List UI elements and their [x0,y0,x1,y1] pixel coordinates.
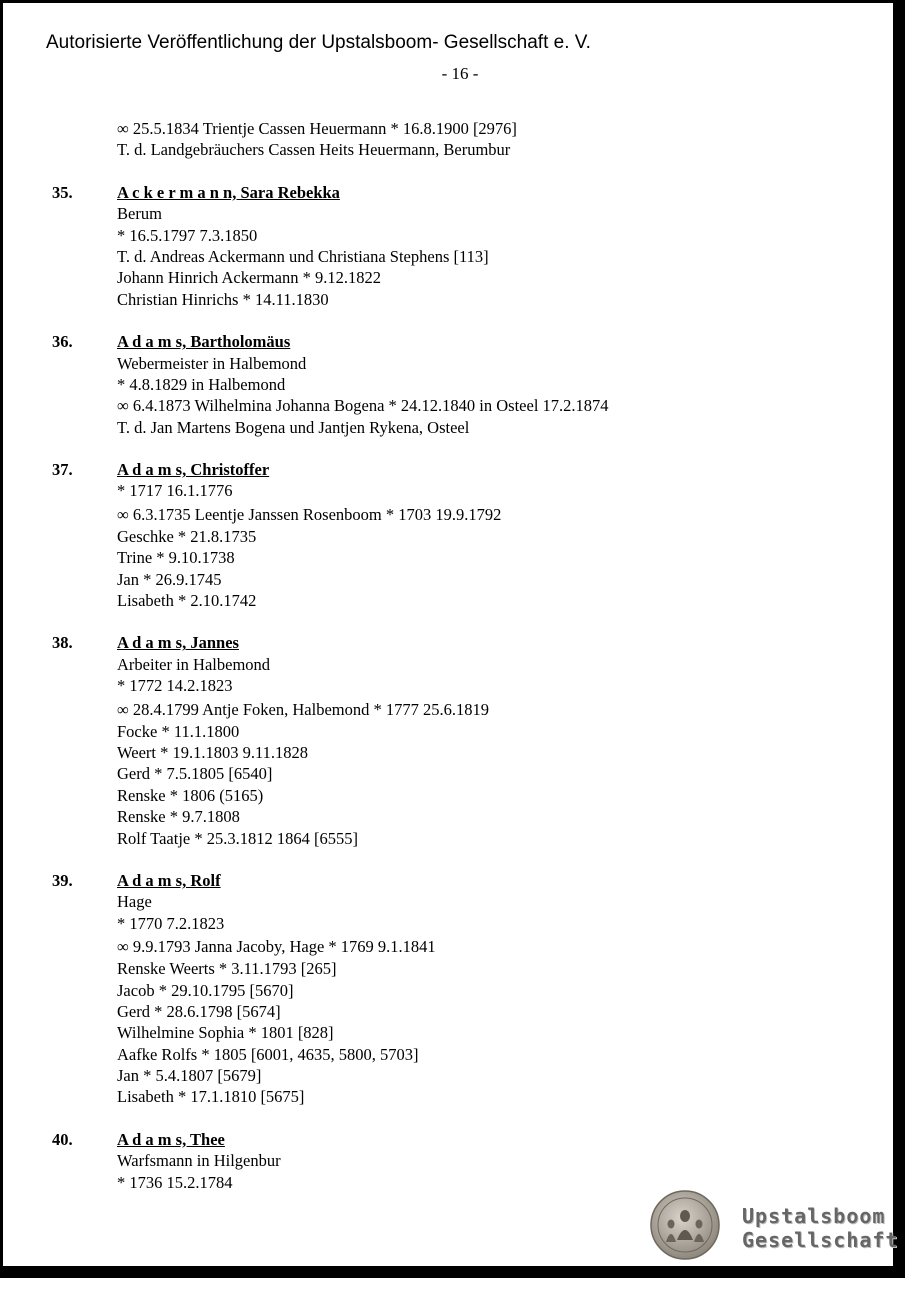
entry-number: 39. [52,870,73,890]
entry-number: 36. [52,332,73,352]
genealogy-content [0,118,900,1193]
entry-line: Johann Hinrich Ackermann * 9.12.1822 [117,268,381,288]
entry-number: 35. [52,182,73,202]
entry-name: A d a m s, Christoffer [117,460,270,480]
entry-39 [0,870,900,1108]
entry-line: Renske Weerts * 3.11.1793 [265] [117,959,337,979]
entry-name: A d a m s, Bartholomäus [117,332,291,352]
entry-line: Focke * 11.1.1800 [117,721,240,741]
entry-line: Jacob * 29.10.1795 [5670] [117,980,294,1000]
entry-line: Lisabeth * 2.10.1742 [117,591,257,611]
entry-line: ∞ 28.4.1799 Antje Foken, Halbemond * 1777 25.6.1819 [117,699,489,719]
entry-number: 37. [52,460,73,480]
entry-name: A d a m s, Jannes [117,633,239,653]
entry-number: 38. [52,633,73,653]
entry-line: Rolf Taatje * 25.3.1812 1864 [6555] [117,828,358,848]
entry-name: A c k e r m a n n, Sara Rebekka [117,182,340,202]
entry-line: ∞ 6.3.1735 Leentje Janssen Rosenboom * 1703 19.9.1792 [117,504,502,524]
entry-line: * 1770 7.2.1823 [117,913,225,933]
entry-line: Christian Hinrichs * 14.11.1830 [117,289,329,309]
entry-line: Hage [117,892,152,912]
entry-line: * 1736 15.2.1784 [117,1172,233,1192]
entry-line: Aafke Rolfs * 1805 [6001, 4635, 5800, 5703] [117,1044,419,1064]
entry-38 [0,632,900,849]
page-number: - 16 - [441,64,479,83]
entry-line: Weert * 19.1.1803 9.11.1828 [117,742,308,762]
logo-line-1: Upstalsboom [742,1204,886,1228]
entry-line: * 1772 14.2.1823 [117,676,233,696]
continuation-line: ∞ 25.5.1834 Trientje Cassen Heuermann * 16.8.1900 [2976] [117,119,517,138]
entry-name: A d a m s, Thee [117,1129,225,1149]
entry-35 [0,182,900,310]
entry-line: Berum [117,204,162,224]
entry-line: Renske * 1806 (5165) [117,785,264,805]
entry-line: Renske * 9.7.1808 [117,807,240,827]
entry-37 [0,459,900,611]
entry-line: * 1717 16.1.1776 [117,481,233,501]
entry-36 [0,331,900,438]
entry-line: ∞ 6.4.1873 Wilhelmina Johanna Bogena * 24.12.1840 in Osteel 17.2.1874 [117,396,609,416]
entry-name: A d a m s, Rolf [117,870,221,890]
entry-40 [0,1129,900,1193]
seal-icon [650,1190,720,1260]
entry-line: Trine * 9.10.1738 [117,548,235,568]
entry-line: Webermeister in Halbemond [117,353,307,373]
entry-line: Geschke * 21.8.1735 [117,526,257,546]
logo-line-2: Gesellschaft [742,1228,899,1252]
entry-line: Jan * 5.4.1807 [5679] [117,1066,262,1086]
entry-line: Warfsmann in Hilgenbur [117,1151,281,1171]
entry-line: ∞ 9.9.1793 Janna Jacoby, Hage * 1769 9.1.1841 [117,937,436,957]
entry-number: 40. [52,1129,73,1149]
entry-line: Wilhelmine Sophia * 1801 [828] [117,1023,334,1043]
continuation-line: T. d. Landgebräuchers Cassen Heits Heuermann, Berumbur [117,140,511,160]
entry-line: Gerd * 7.5.1805 [6540] [117,764,273,784]
logo-text [742,1204,899,1252]
entry-line: Jan * 26.9.1745 [117,569,222,589]
entry-line: T. d. Jan Martens Bogena und Jantjen Rykena, Osteel [117,417,470,437]
entry-line: Arbeiter in Halbemond [117,654,271,674]
document-header: Autorisierte Veröffentlichung der Upstalsboom- Gesellschaft e. V. [46,32,591,53]
entry-line: * 16.5.1797 7.3.1850 [117,225,258,245]
entry-line: * 4.8.1829 in Halbemond [117,374,286,394]
entry-line: Lisabeth * 17.1.1810 [5675] [117,1087,305,1107]
entry-line: T. d. Andreas Ackermann und Christiana Stephens [113] [117,246,489,266]
upstalsboom-logo [650,1190,900,1262]
entry-line: Gerd * 28.6.1798 [5674] [117,1001,281,1021]
